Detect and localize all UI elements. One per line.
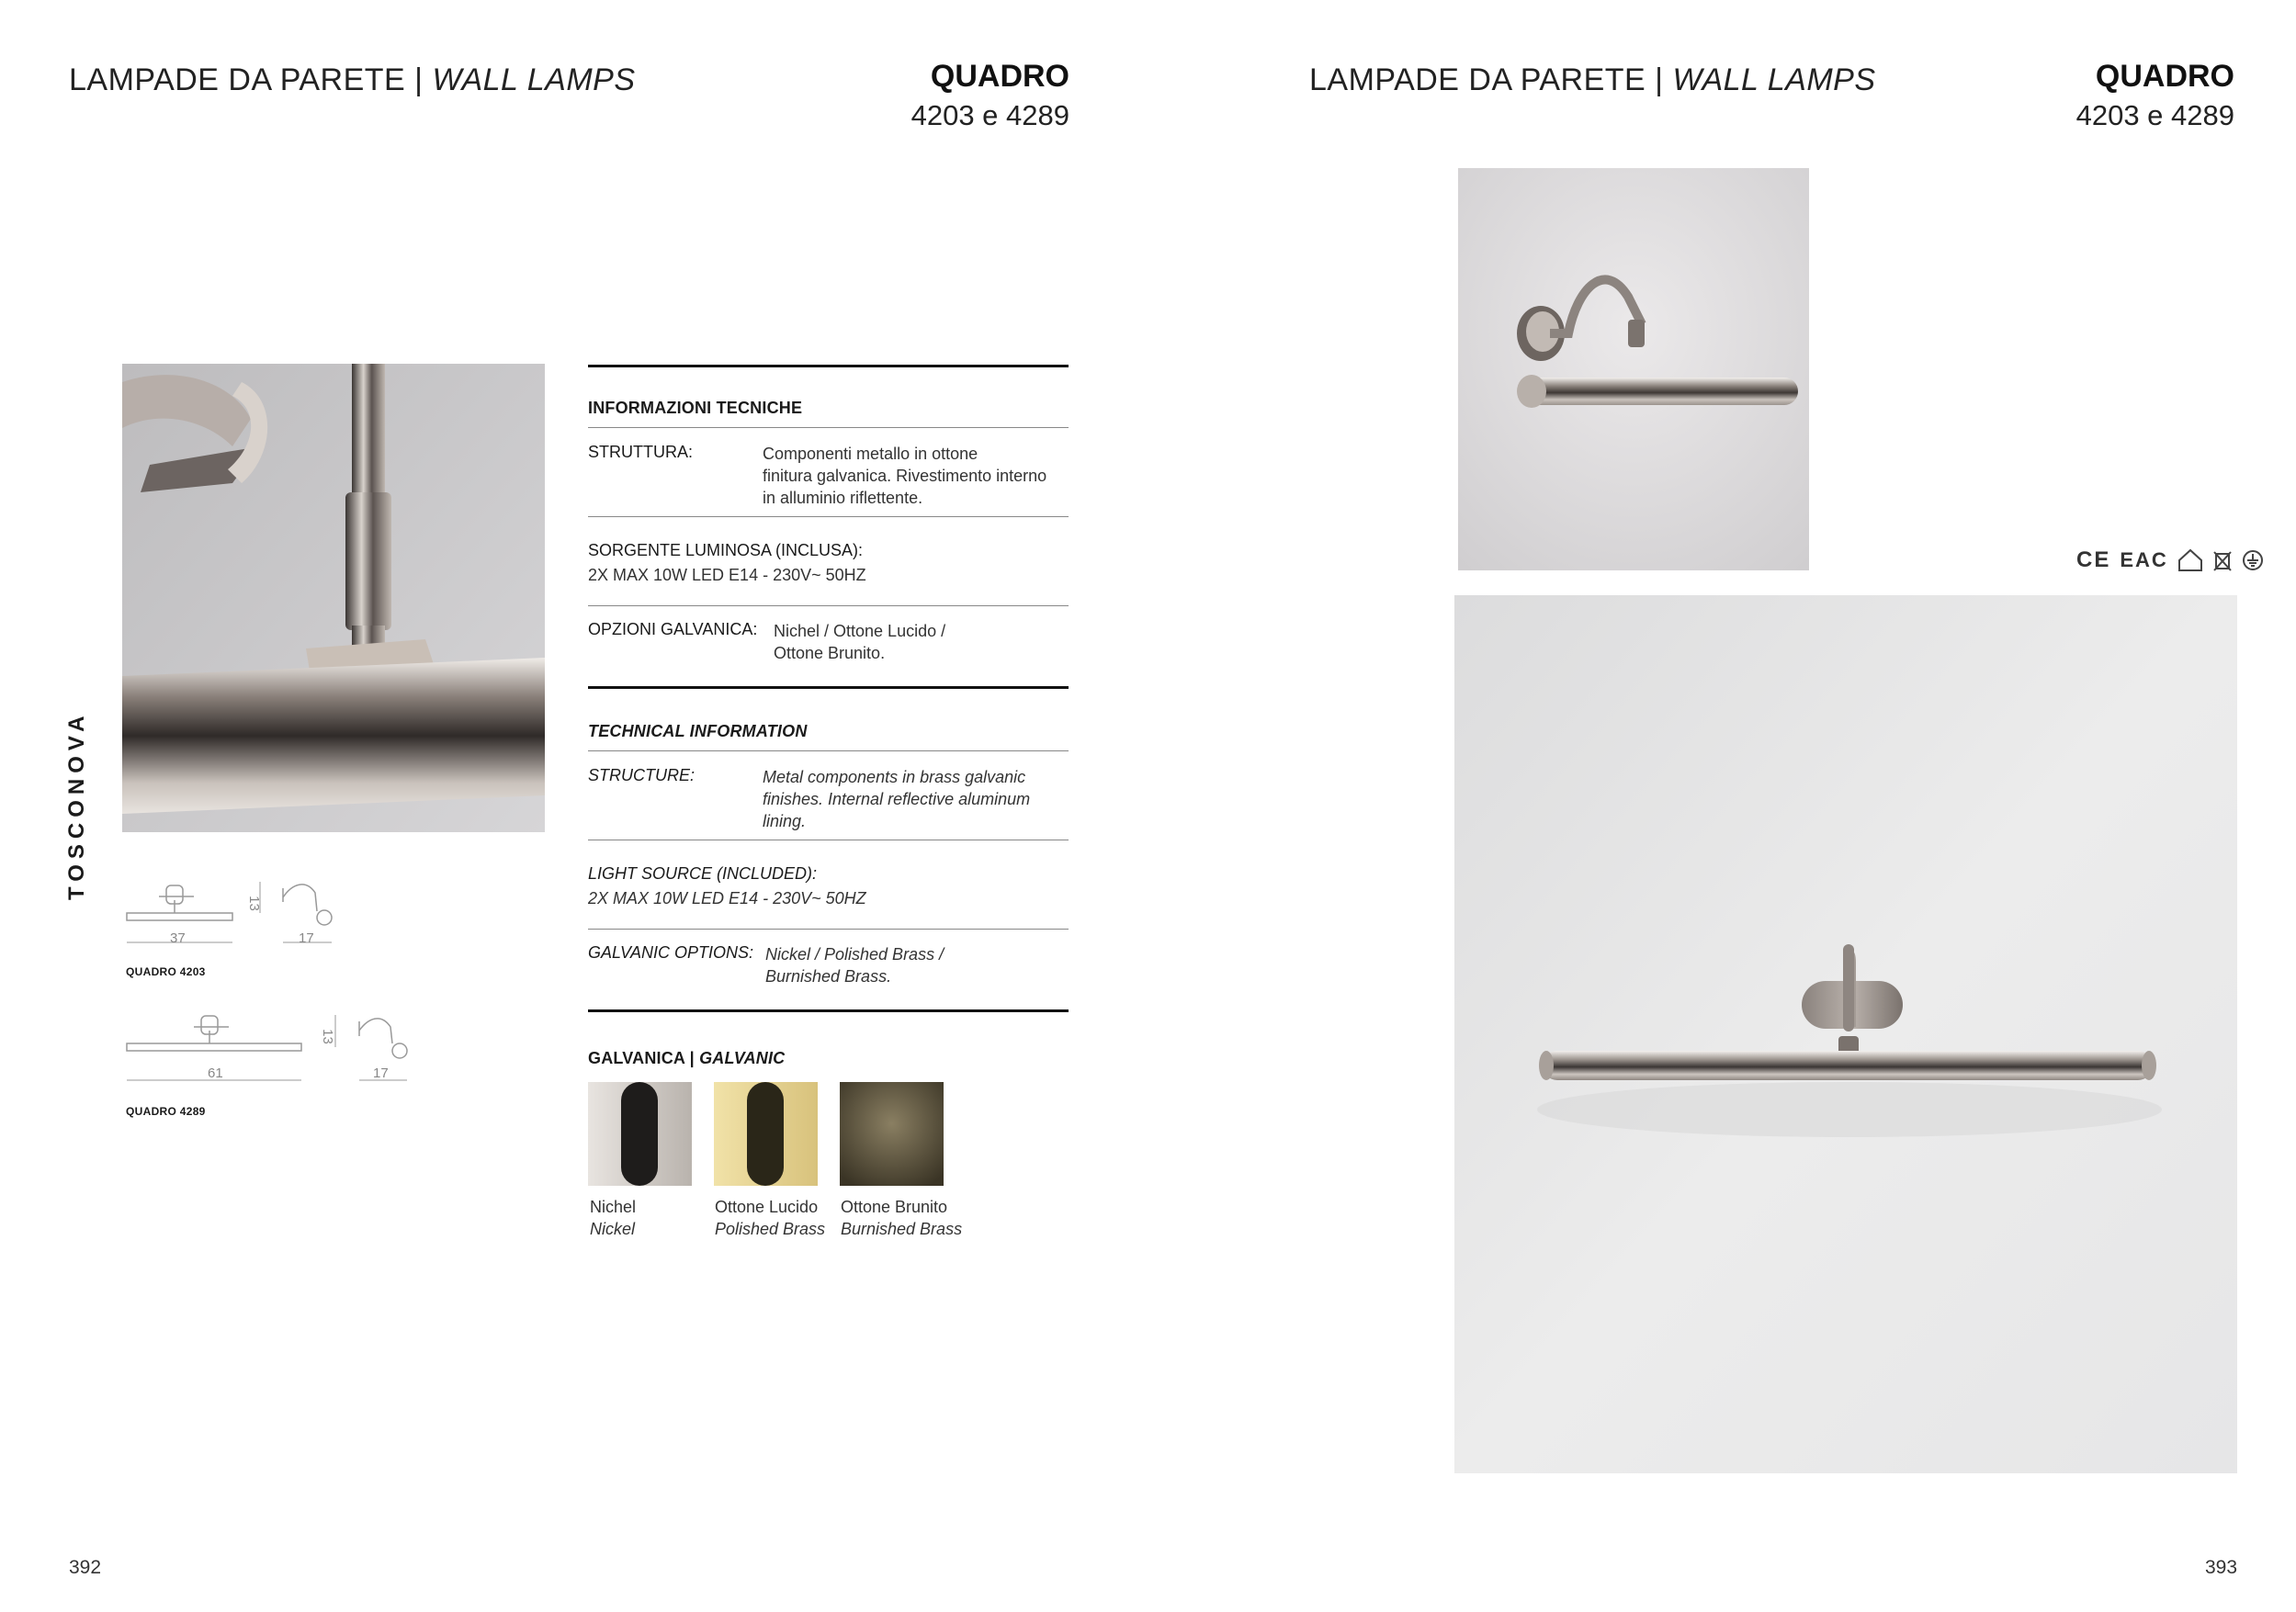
left-product-codes: 4203 e 4289	[910, 99, 1069, 131]
swatch-label-polished-brass: Ottone Lucido Polished Brass	[715, 1198, 826, 1238]
source-label-en: LIGHT SOURCE (INCLUDED):	[588, 864, 818, 883]
swatch-polished-brass	[714, 1082, 818, 1186]
dim-depth-4203: 17	[299, 930, 314, 946]
source-label-it: SORGENTE LUMINOSA (INCLUSA):	[588, 541, 864, 559]
galvanic-label-en: GALVANIC OPTIONS:	[588, 943, 754, 962]
lamp-detail-photo	[122, 364, 545, 832]
left-header-category: LAMPADE DA PARETE | WALL LAMPS	[69, 62, 636, 97]
dim-width-4203: 37	[170, 930, 186, 946]
right-product-codes: 4203 e 4289	[2075, 99, 2234, 131]
left-product-title: QUADRO	[930, 59, 1069, 94]
structure-value-it: Componenti metallo in ottone finitura galvanica. Rivestimento interno in alluminio riflettente.	[763, 445, 1047, 507]
brand-label: TOSCONOVA	[64, 710, 89, 900]
page-number-left: 392	[69, 1557, 102, 1578]
eac-mark-icon: EAC	[2120, 548, 2168, 571]
ce-mark-icon: CE	[2076, 547, 2111, 572]
structure-value-en: Metal components in brass galvanic finishes. Internal reflective aluminum lining.	[763, 768, 1031, 830]
swatch-nickel	[588, 1082, 692, 1186]
lamp-front-photo	[1454, 595, 2237, 1473]
swatch-label-nickel: Nichel Nickel	[590, 1198, 637, 1238]
drawing-caption-4203: QUADRO 4203	[126, 965, 206, 978]
structure-label-en: STRUCTURE:	[588, 766, 695, 784]
divider	[588, 750, 1069, 751]
drawing-quadro-4203	[122, 874, 361, 948]
source-value-en: 2X MAX 10W LED E14 - 230V~ 50HZ	[588, 889, 866, 907]
page-number-right: 393	[2205, 1557, 2238, 1578]
swatch-label-burnished-brass: Ottone Brunito Burnished Brass	[841, 1198, 963, 1238]
right-header-category: LAMPADE DA PARETE | WALL LAMPS	[1309, 62, 1876, 97]
divider	[588, 929, 1069, 930]
swatch-burnished-brass	[840, 1082, 944, 1186]
divider	[588, 605, 1069, 606]
weee-bin-icon	[2212, 548, 2233, 572]
ground-icon	[2242, 549, 2264, 571]
dim-width-4289: 61	[208, 1065, 223, 1081]
galvanic-value-en: Nickel / Polished Brass / Burnished Brass.	[765, 945, 944, 986]
tech-en-title: TECHNICAL INFORMATION	[588, 722, 808, 740]
tech-it-title: INFORMAZIONI TECNICHE	[588, 399, 803, 417]
galvanic-label-it: OPZIONI GALVANICA:	[588, 620, 758, 638]
structure-label-it: STRUTTURA:	[588, 443, 693, 461]
divider	[588, 516, 1069, 517]
right-product-title: QUADRO	[2095, 59, 2234, 94]
divider	[588, 686, 1069, 689]
lamp-side-photo	[1458, 168, 1809, 570]
dim-depth-4289: 17	[373, 1065, 389, 1081]
source-value-it: 2X MAX 10W LED E14 - 230V~ 50HZ	[588, 566, 866, 584]
dim-height-4289: 13	[319, 1029, 335, 1044]
certification-marks	[2076, 547, 2264, 573]
divider	[588, 427, 1069, 428]
divider	[588, 1009, 1069, 1012]
dim-height-4203: 13	[245, 896, 262, 911]
drawing-caption-4289: QUADRO 4289	[126, 1105, 206, 1118]
galvanic-value-it: Nichel / Ottone Lucido / Ottone Brunito.	[774, 622, 946, 662]
galvanic-section-title: GALVANICA | GALVANIC	[588, 1049, 786, 1067]
indoor-icon	[2177, 548, 2203, 572]
divider	[588, 365, 1069, 367]
